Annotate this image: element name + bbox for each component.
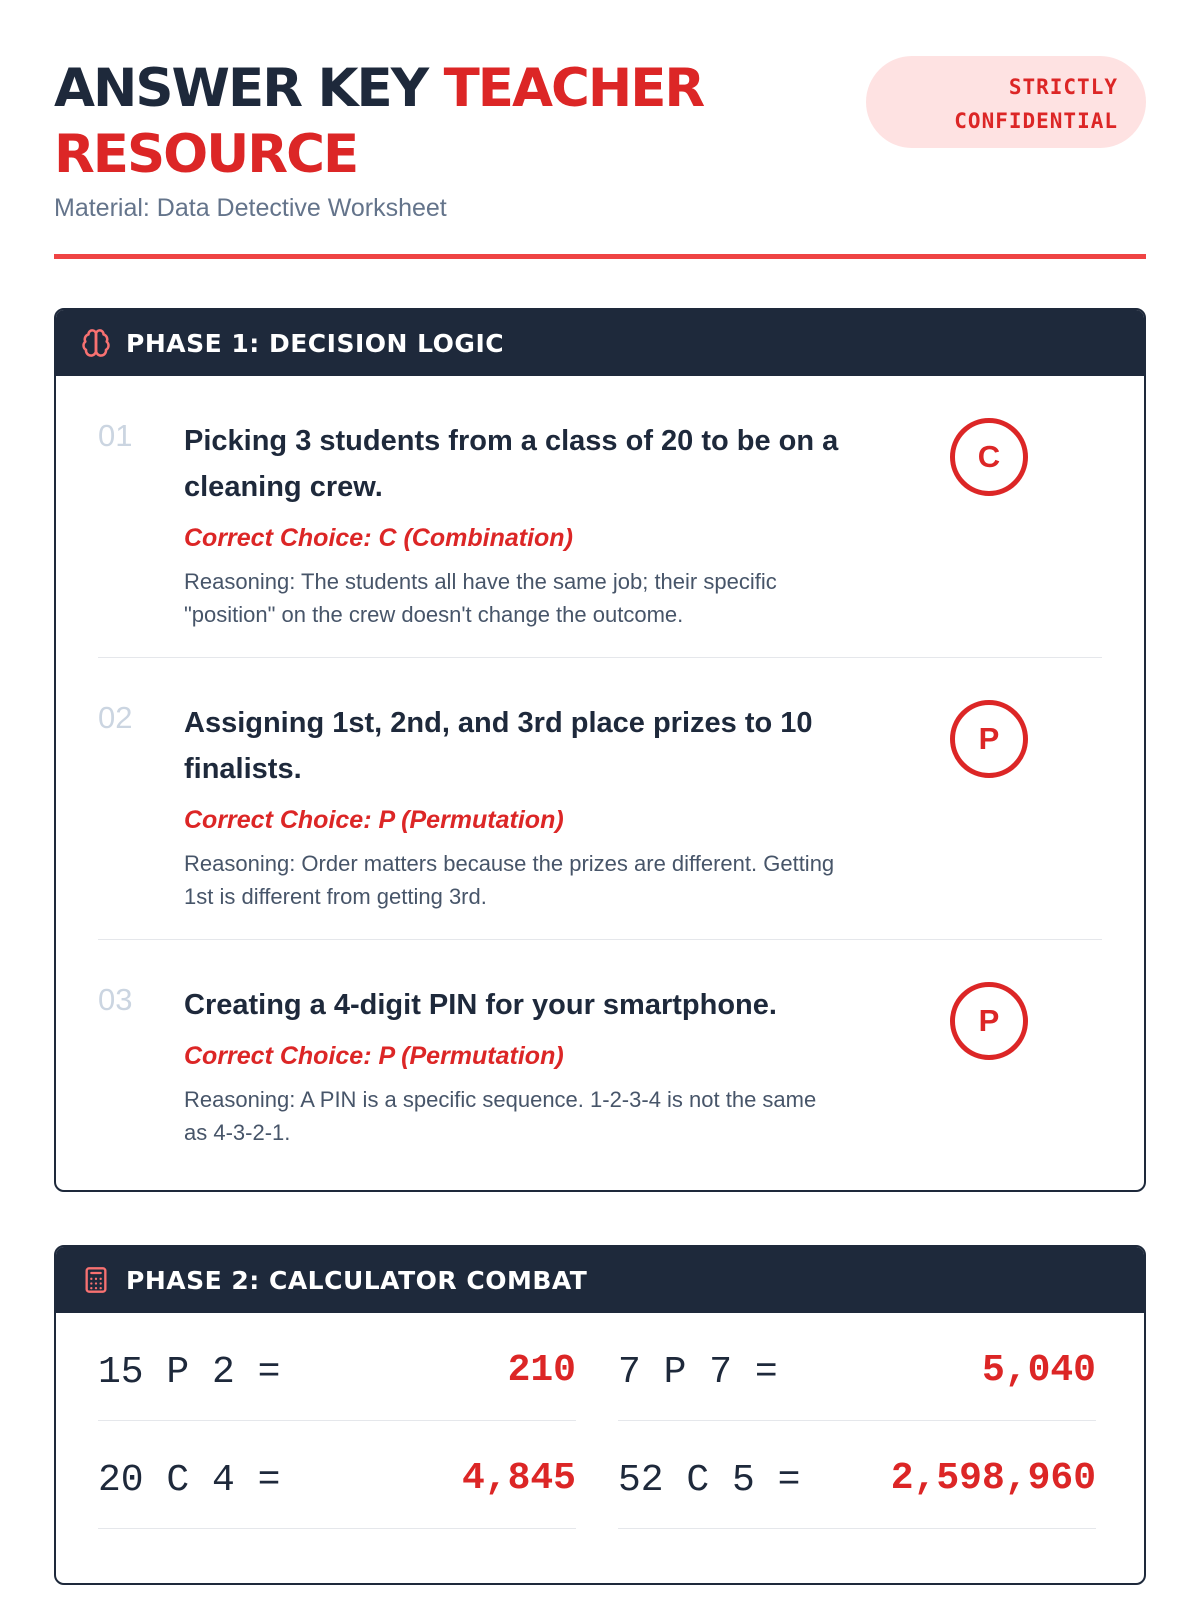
phase-2-card bbox=[54, 1245, 1146, 1585]
question-item bbox=[98, 700, 1102, 940]
title-answer-key: ANSWER KEY bbox=[54, 58, 428, 119]
calc-answer: 4,845 bbox=[461, 1457, 576, 1500]
reasoning-text: Reasoning: Order matters because the prizes are different. Getting 1st is different from getting 3rd. bbox=[184, 851, 835, 909]
reasoning-text: Reasoning: The students all have the same job; their specific "position" on the crew doesn't change the outcome. bbox=[184, 569, 777, 627]
confidential-badge bbox=[866, 56, 1146, 148]
page-header bbox=[54, 56, 1146, 223]
calc-answer: 2,598,960 bbox=[890, 1457, 1096, 1500]
calc-problem bbox=[98, 1421, 576, 1529]
badge-line-1: STRICTLY bbox=[1008, 75, 1118, 99]
calc-problem bbox=[618, 1421, 1096, 1529]
question-number: 02 bbox=[98, 700, 133, 735]
question-text: Creating a 4-digit PIN for your smartphone. bbox=[184, 989, 777, 1021]
phase-1-card bbox=[54, 308, 1146, 1192]
question-item bbox=[98, 982, 1102, 1182]
question-number: 03 bbox=[98, 982, 133, 1017]
header-divider bbox=[54, 254, 1146, 259]
brain-icon bbox=[80, 327, 112, 359]
calc-expression: 7 P 7 = bbox=[618, 1351, 778, 1394]
phase-2-title: PHASE 2: CALCULATOR COMBAT bbox=[126, 1265, 588, 1295]
question-item bbox=[98, 418, 1102, 658]
calc-problem bbox=[98, 1313, 576, 1421]
calc-expression: 15 P 2 = bbox=[98, 1351, 281, 1394]
calc-answer: 210 bbox=[507, 1349, 576, 1392]
question-number: 01 bbox=[98, 418, 133, 453]
calc-answer: 5,040 bbox=[981, 1349, 1096, 1392]
phase-1-title: PHASE 1: DECISION LOGIC bbox=[126, 328, 505, 358]
question-text: Picking 3 students from a class of 20 to be on a cleaning crew. bbox=[184, 425, 839, 503]
answer-circle: C bbox=[950, 418, 1028, 496]
badge-line-2: CONFIDENTIAL bbox=[954, 109, 1118, 133]
answer-circle: P bbox=[950, 982, 1028, 1060]
calculator-icon bbox=[80, 1264, 112, 1296]
reasoning-text: Reasoning: A PIN is a specific sequence. 1-2-3-4 is not the same as 4-3-2-1. bbox=[184, 1087, 817, 1145]
calc-expression: 52 C 5 = bbox=[618, 1459, 801, 1502]
correct-choice: Correct Choice: P (Permutation) bbox=[184, 1042, 564, 1070]
phase-2-header bbox=[56, 1247, 1144, 1313]
phase-1-header bbox=[56, 310, 1144, 376]
page-title bbox=[54, 56, 814, 188]
calc-expression: 20 C 4 = bbox=[98, 1459, 281, 1502]
calc-problem bbox=[618, 1313, 1096, 1421]
material-subtitle: Material: Data Detective Worksheet bbox=[54, 194, 447, 222]
correct-choice: Correct Choice: C (Combination) bbox=[184, 524, 573, 552]
correct-choice: Correct Choice: P (Permutation) bbox=[184, 806, 564, 834]
question-text: Assigning 1st, 2nd, and 3rd place prizes to 10 finalists. bbox=[184, 707, 813, 785]
answer-circle: P bbox=[950, 700, 1028, 778]
title-teacher-resource: TEACHER RESOURCE bbox=[54, 58, 704, 185]
